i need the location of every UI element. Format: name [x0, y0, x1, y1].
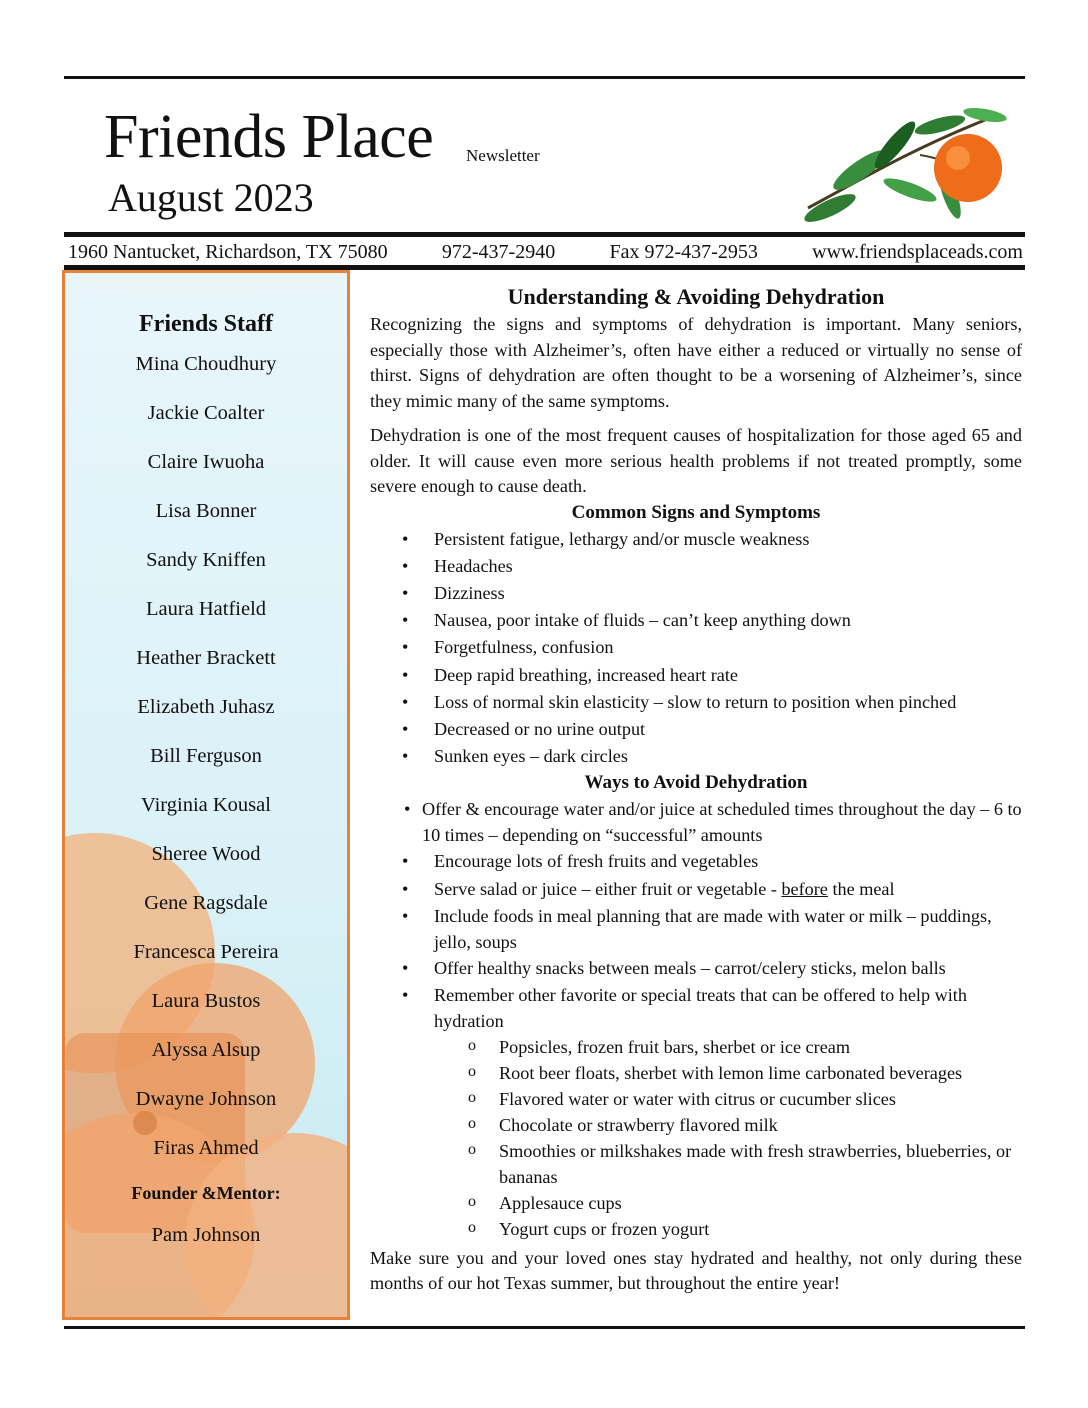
staff-name: Dwayne Johnson: [135, 1088, 277, 1110]
emphasis-before: before: [781, 878, 828, 899]
item-text: the meal: [827, 878, 895, 899]
list-item: • Nausea, poor intake of fluids – can’t keep anything down: [370, 607, 1022, 634]
list-item: • Dizziness: [370, 580, 1022, 607]
staff-name: Mina Choudhury: [135, 353, 277, 375]
newsletter-label: Newsletter: [466, 146, 540, 165]
sub-list-item: o Applesauce cups: [370, 1190, 1022, 1216]
ways-heading: Ways to Avoid Dehydration: [584, 772, 808, 794]
signs-heading: Common Signs and Symptoms: [571, 501, 821, 523]
address: 1960 Nantucket, Richardson, TX 75080: [68, 240, 388, 263]
bottom-rule: [64, 1326, 1025, 1329]
list-item: • Offer healthy snacks between meals – carrot/celery sticks, melon balls: [370, 955, 1022, 982]
issue-date: August 2023: [108, 175, 314, 220]
staff-name: Firas Ahmed: [153, 1137, 259, 1159]
newsletter-title: Friends Place: [104, 103, 434, 171]
list-item: • Offer & encourage water and/or juice at scheduled times throughout the day – 6 to 10 times – depending on “successful” amounts: [370, 796, 1022, 848]
staff-name: Sheree Wood: [151, 843, 261, 865]
staff-name: Heather Brackett: [136, 647, 276, 669]
list-item: • Persistent fatigue, lethargy and/or muscle weakness: [370, 526, 1022, 553]
staff-name: Jackie Coalter: [147, 402, 265, 424]
staff-name: Bill Ferguson: [150, 745, 262, 767]
staff-list: [65, 340, 347, 1173]
closing-paragraph: Make sure you and your loved ones stay hydrated and healthy, not only during these months of our hot Texas summer, but throughout the entire year!: [370, 1247, 1022, 1294]
founder-heading: Founder &Mentor:: [131, 1183, 281, 1203]
list-item: • Decreased or no urine output: [370, 716, 1022, 743]
founder-name: Pam Johnson: [151, 1224, 261, 1246]
list-item: • Loss of normal skin elasticity – slow to return to position when pinched: [370, 689, 1022, 716]
article-paragraph: Dehydration is one of the most frequent causes of hospitalization for those aged 65 and older. It will cause even more serious health problems if not treated promptly, some severe enough to cause death.: [370, 425, 1022, 496]
list-item: • Remember other favorite or special treats that can be offered to help with hydration: [370, 982, 1022, 1034]
staff-name: Elizabeth Juhasz: [137, 696, 275, 718]
article: [370, 282, 1022, 1297]
list-item: • Headaches: [370, 553, 1022, 580]
list-item: • Encourage lots of fresh fruits and vegetables: [370, 848, 1022, 875]
article-title: Understanding & Avoiding Dehydration: [507, 284, 885, 309]
staff-name: Virginia Kousal: [141, 794, 271, 816]
staff-name: Laura Hatfield: [145, 598, 267, 620]
list-item: • Include foods in meal planning that are made with water or milk – puddings, jello, soups: [370, 903, 1022, 955]
staff-name: Sandy Kniffen: [146, 549, 266, 571]
list-item: • Forgetfulness, confusion: [370, 634, 1022, 661]
signs-list: [370, 526, 1022, 771]
sub-list-item: o Flavored water or water with citrus or cucumber slices: [370, 1086, 1022, 1112]
list-item: • Deep rapid breathing, increased heart rate: [370, 662, 1022, 689]
staff-name: Francesca Pereira: [133, 941, 279, 963]
item-text: Serve salad or juice – either fruit or vegetable -: [434, 878, 782, 899]
ways-list: [370, 796, 1022, 1034]
sub-list-item: o Yogurt cups or frozen yogurt: [370, 1216, 1022, 1242]
article-paragraph: Recognizing the signs and symptoms of dehydration is important. Many seniors, especially those with Alzheimer’s, often have either a reduced or virtually no sense of thirst. Signs of dehydration are often thought to be a worsening of Alzheimer’s, since they mimic many of the same symptoms.: [370, 314, 1022, 411]
sub-list-item: o Popsicles, frozen fruit bars, sherbet or ice cream: [370, 1034, 1022, 1060]
staff-heading: Friends Staff: [139, 311, 273, 337]
top-rule: [64, 76, 1025, 79]
staff-sidebar: [62, 270, 350, 1320]
staff-name: Lisa Bonner: [155, 500, 257, 522]
sub-list-item: o Root beer floats, sherbet with lemon lime carbonated beverages: [370, 1060, 1022, 1086]
header-divider: [64, 232, 1025, 237]
fax: Fax 972-437-2953: [609, 240, 758, 263]
treats-list: [370, 1034, 1022, 1242]
sub-list-item: o Chocolate or strawberry flavored milk: [370, 1112, 1022, 1138]
list-item: • Sunken eyes – dark circles: [370, 743, 1022, 770]
website-link[interactable]: www.friendsplaceads.com: [812, 240, 1023, 263]
contact-bar: [68, 240, 1023, 264]
staff-name: Gene Ragsdale: [144, 892, 268, 914]
orange-branch-icon: [800, 100, 1010, 225]
staff-name: Alyssa Alsup: [151, 1039, 261, 1061]
sub-list-item: o Smoothies or milkshakes made with fresh strawberries, blueberries, or bananas: [370, 1138, 1022, 1190]
list-item: [370, 876, 1022, 903]
phone: 972-437-2940: [441, 240, 556, 263]
staff-name: Laura Bustos: [151, 990, 261, 1012]
staff-name: Claire Iwuoha: [147, 451, 265, 473]
